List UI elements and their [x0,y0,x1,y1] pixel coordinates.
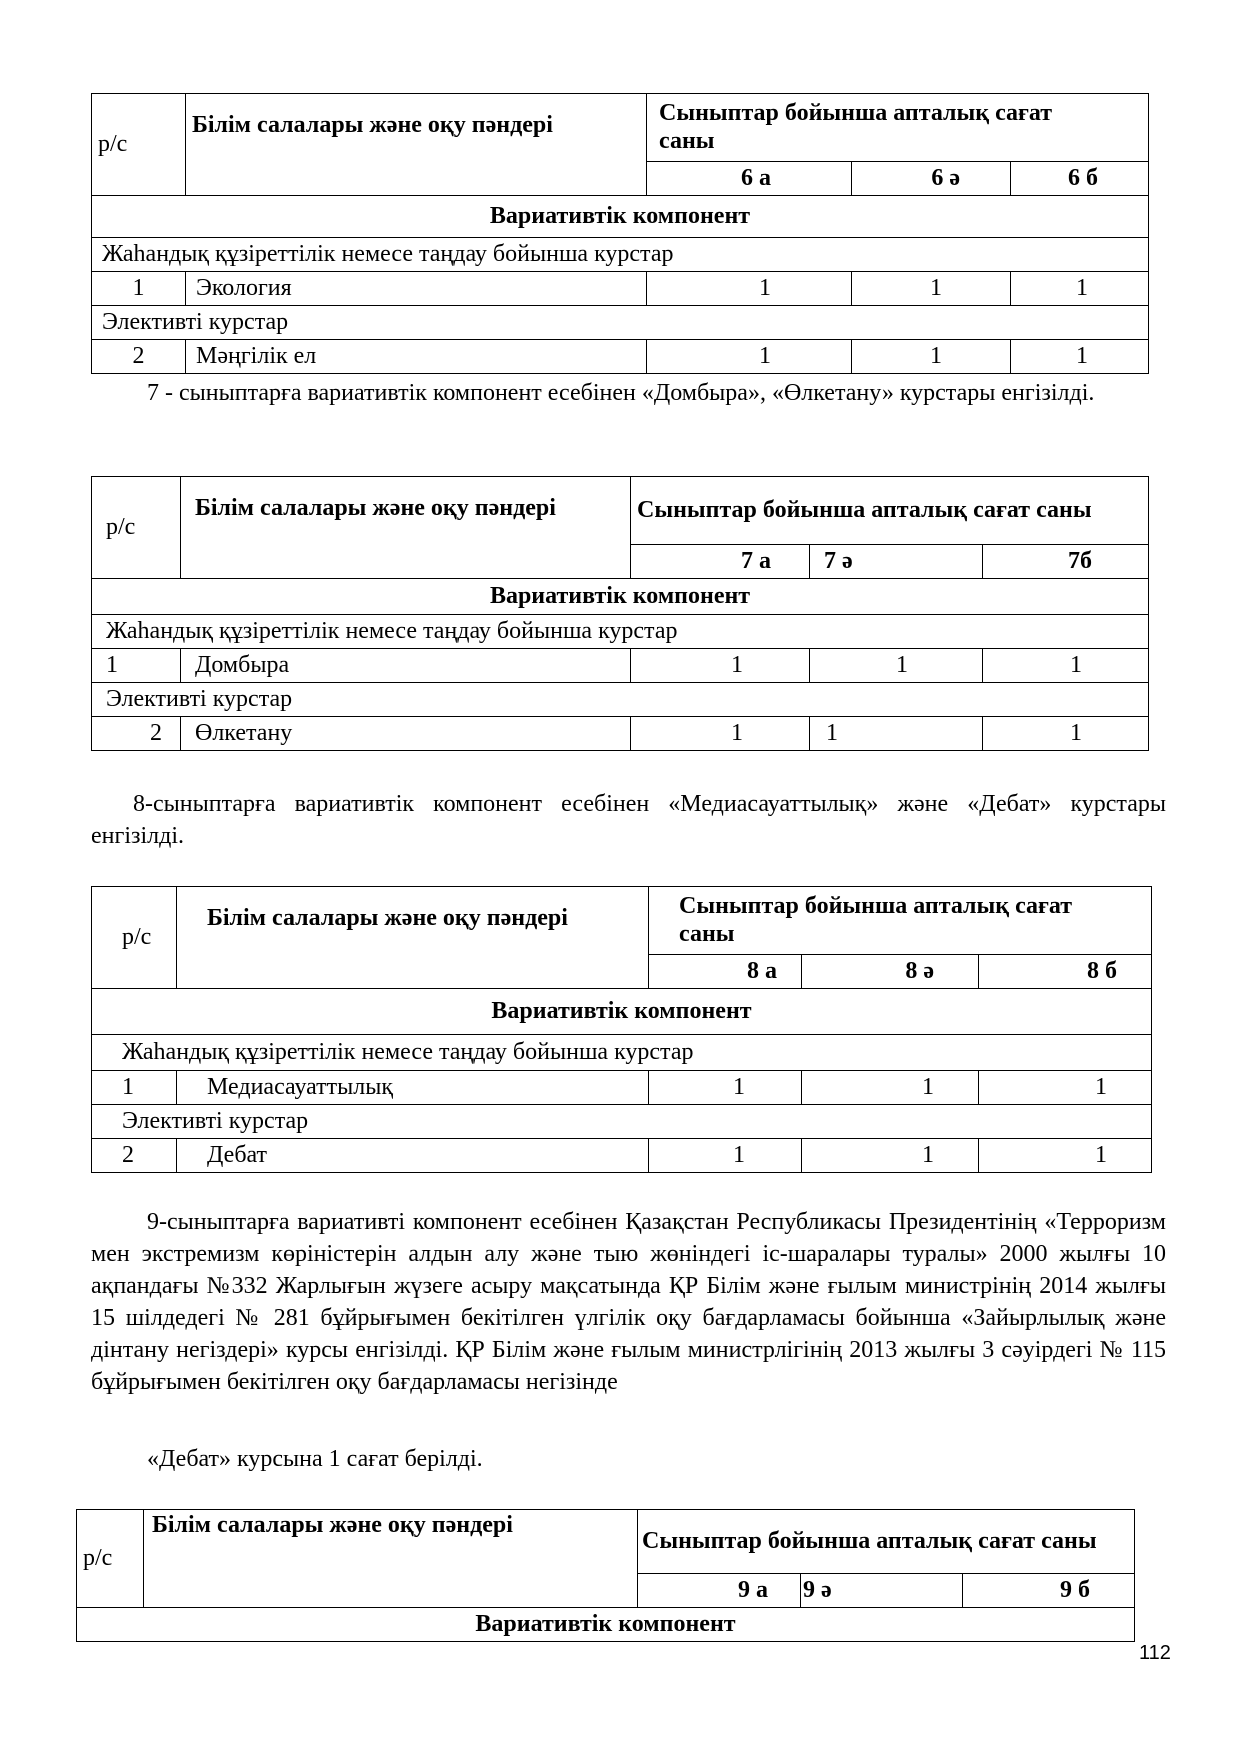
curriculum-table-grade-7 [91,476,1149,751]
hours-cell: 1 [983,649,1149,683]
header-hours: Сыныптар бойынша апталық сағат саны [647,94,1149,162]
hours-cell: 1 [810,717,983,751]
course-name: Медиасауаттылық [177,1071,649,1105]
group-title: Элективті курстар [92,683,1149,717]
table-row [92,340,1149,374]
table-row [92,1139,1152,1173]
class-header: 9 б [963,1574,1135,1608]
hours-cell: 1 [852,272,1011,306]
hours-cell: 1 [649,1139,802,1173]
row-num: 2 [92,717,181,751]
header-num: р/с [92,887,177,989]
table-row [92,272,1149,306]
course-name: Домбыра [181,649,631,683]
row-num: 1 [92,649,181,683]
class-header: 9 ә [801,1574,963,1608]
header-hours: Сыныптар бойынша апталық сағат саны [649,887,1152,955]
section-title: Вариативтік компонент [92,196,1149,238]
group-title: Элективті курстар [92,1105,1152,1139]
row-num: 1 [92,272,186,306]
hours-cell: 1 [649,1071,802,1105]
table-row [92,717,1149,751]
paragraph-grade-8: 8-сыныптарға вариативтік компонент есебінен «Медиасауаттылық» және «Дебат» курстары енгізілді. [91,791,1166,849]
table-row [92,1071,1152,1105]
header-hours: Сыныптар бойынша апталық сағат саны [638,1510,1135,1574]
class-header: 7 а [631,545,810,579]
row-num: 2 [92,340,186,374]
hours-cell: 1 [1011,272,1149,306]
row-num: 2 [92,1139,177,1173]
section-title: Вариативтік компонент [77,1608,1135,1642]
course-name: Мәңгілік ел [186,340,647,374]
hours-cell: 1 [802,1139,979,1173]
hours-cell: 1 [983,717,1149,751]
header-subjects: Білім салалары және оқу пәндері [177,887,649,989]
header-num: р/с [92,94,186,196]
hours-cell: 1 [979,1139,1152,1173]
section-title: Вариативтік компонент [92,579,1149,615]
group-title: Жаһандық құзіреттілік немесе таңдау бойынша курстар [92,615,1149,649]
header-num: р/с [92,477,181,579]
class-header: 6 б [1011,162,1149,196]
header-subjects: Білім салалары және оқу пәндері [144,1510,638,1608]
hours-cell: 1 [852,340,1011,374]
class-header: 9 а [638,1574,801,1608]
hours-cell: 1 [631,717,810,751]
header-subjects: Білім салалары және оқу пәндері [181,477,631,579]
header-subjects: Білім салалары және оқу пәндері [186,94,647,196]
curriculum-table-grade-6 [91,93,1149,374]
hours-cell: 1 [810,649,983,683]
group-title: Жаһандық құзіреттілік немесе таңдау бойынша курстар [92,238,1149,272]
table-row [92,649,1149,683]
section-title: Вариативтік компонент [92,989,1152,1035]
paragraph-debate: «Дебат» курсына 1 сағат берілді. [147,1446,483,1472]
paragraph-grade-9: 9-сыныптарға вариативті компонент есебінен Қазақстан Республикасы Президентінің «Терроризм мен экстремизм көріністерін алдын алу және тыю жөніндегі іс-шаралары туралы» 2000 жылғы 10 ақпандағы №332 Жарлығын жүзеге асыру мақсатында ҚР Білім және ғылым министрінің 2014 жылғы 15 шілдедегі № 281 бұйрығымен бекітілген үлгілік оқу бағдарламасы бойынша «Зайырлылық және дінтану негіздері» курсы енгізілді. ҚР Білім және ғылым министрлігінің 2013 жылғы 3 сәуірдегі № 115 бұйрығымен бекітілген оқу бағдарламасы негізінде [91,1209,1166,1395]
hours-cell: 1 [631,649,810,683]
course-name: Өлкетану [181,717,631,751]
course-name: Экология [186,272,647,306]
header-hours: Сыныптар бойынша апталық сағат саны [631,477,1149,545]
page-number: 112 [1139,1642,1171,1664]
class-header: 8 б [979,955,1152,989]
group-title: Элективті курстар [92,306,1149,340]
group-title: Жаһандық құзіреттілік немесе таңдау бойынша курстар [92,1035,1152,1071]
hours-cell: 1 [647,340,852,374]
paragraph-grade-7: 7 - сыныптарға вариативтік компонент есебінен «Домбыра», «Өлкетану» курстары енгізілді. [147,380,1095,406]
class-header: 7б [983,545,1149,579]
hours-cell: 1 [802,1071,979,1105]
curriculum-table-grade-9 [76,1509,1135,1642]
class-header: 8 а [649,955,802,989]
header-num: р/с [77,1510,144,1608]
hours-cell: 1 [979,1071,1152,1105]
hours-cell: 1 [1011,340,1149,374]
hours-cell: 1 [647,272,852,306]
class-header: 7 ә [810,545,983,579]
row-num: 1 [92,1071,177,1105]
class-header: 6 а [647,162,852,196]
class-header: 6 ә [852,162,1011,196]
curriculum-table-grade-8 [91,886,1152,1173]
course-name: Дебат [177,1139,649,1173]
class-header: 8 ә [802,955,979,989]
